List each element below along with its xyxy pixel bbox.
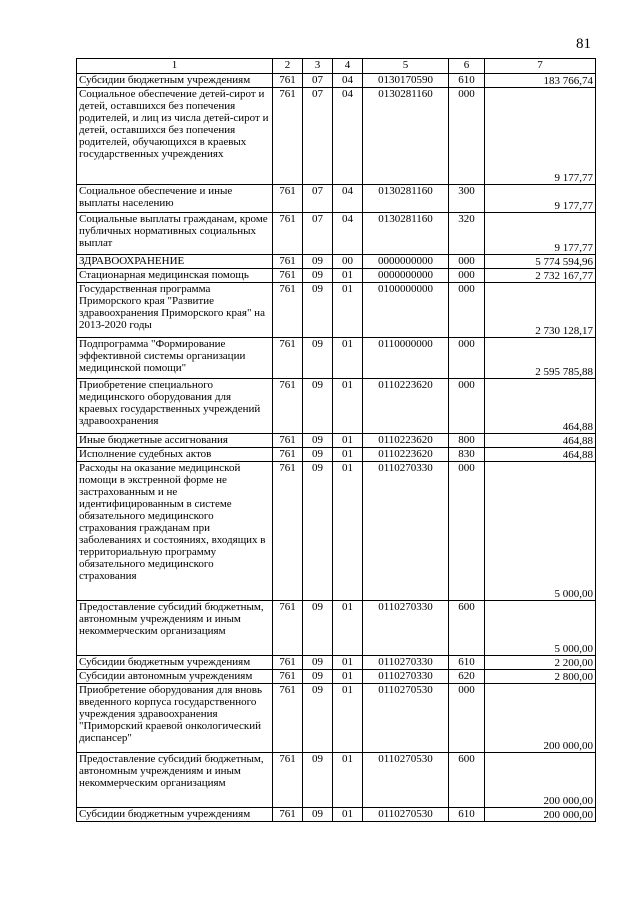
header-cell: 4	[333, 59, 363, 74]
cell-col3: 09	[303, 338, 333, 379]
cell-col4: 01	[333, 379, 363, 434]
table-row	[77, 379, 596, 434]
cell-col4: 01	[333, 684, 363, 753]
cell-col2: 761	[273, 283, 303, 338]
cell-name: Субсидии автономным учреждениям	[77, 670, 273, 684]
cell-col4: 04	[333, 74, 363, 88]
cell-col2: 761	[273, 448, 303, 462]
cell-col4: 04	[333, 185, 363, 213]
table-row	[77, 601, 596, 656]
budget-table	[76, 58, 596, 822]
cell-col4: 01	[333, 601, 363, 656]
cell-col3: 07	[303, 74, 333, 88]
table-row	[77, 753, 596, 808]
cell-col6: 000	[449, 379, 485, 434]
cell-col2: 761	[273, 74, 303, 88]
cell-col4: 01	[333, 434, 363, 448]
cell-amount: 200 000,00	[485, 684, 596, 753]
table-row	[77, 338, 596, 379]
cell-name: Стационарная медицинская помощь	[77, 269, 273, 283]
cell-col6: 000	[449, 338, 485, 379]
cell-col6: 000	[449, 283, 485, 338]
cell-col3: 07	[303, 213, 333, 255]
cell-name: Социальные выплаты гражданам, кроме публичных нормативных социальных выплат	[77, 213, 273, 255]
cell-col6: 600	[449, 601, 485, 656]
cell-name: Приобретение оборудования для вновь введенного корпуса государственного учреждения здравоохранения "Приморский краевой онкологический диспансер"	[77, 684, 273, 753]
table-row	[77, 213, 596, 255]
table-row	[77, 684, 596, 753]
cell-col6: 000	[449, 255, 485, 269]
cell-col3: 09	[303, 269, 333, 283]
cell-col6: 300	[449, 185, 485, 213]
cell-name: Предоставление субсидий бюджетным, автономным учреждениям и иным некоммерческим организациям	[77, 601, 273, 656]
cell-col2: 761	[273, 379, 303, 434]
cell-col5: 0110270330	[363, 462, 449, 601]
cell-col5: 0130170590	[363, 74, 449, 88]
cell-col4: 01	[333, 448, 363, 462]
cell-col3: 09	[303, 448, 333, 462]
cell-amount: 2 730 128,17	[485, 283, 596, 338]
cell-col5: 0100000000	[363, 283, 449, 338]
cell-col4: 00	[333, 255, 363, 269]
cell-col4: 01	[333, 283, 363, 338]
cell-col4: 01	[333, 269, 363, 283]
cell-col6: 830	[449, 448, 485, 462]
cell-col5: 0130281160	[363, 185, 449, 213]
cell-amount: 464,88	[485, 379, 596, 434]
cell-col5: 0110270330	[363, 656, 449, 670]
cell-amount: 9 177,77	[485, 185, 596, 213]
cell-col2: 761	[273, 88, 303, 185]
cell-col4: 04	[333, 88, 363, 185]
cell-col3: 09	[303, 656, 333, 670]
cell-col6: 000	[449, 269, 485, 283]
cell-col5: 0130281160	[363, 213, 449, 255]
cell-name: Иные бюджетные ассигнования	[77, 434, 273, 448]
cell-col6: 800	[449, 434, 485, 448]
cell-col5: 0110270330	[363, 601, 449, 656]
cell-col2: 761	[273, 462, 303, 601]
cell-col5: 0000000000	[363, 255, 449, 269]
table-row	[77, 255, 596, 269]
cell-col3: 09	[303, 283, 333, 338]
cell-col6: 610	[449, 74, 485, 88]
cell-amount: 9 177,77	[485, 213, 596, 255]
header-cell: 3	[303, 59, 333, 74]
cell-col2: 761	[273, 185, 303, 213]
header-cell: 6	[449, 59, 485, 74]
cell-col3: 09	[303, 255, 333, 269]
cell-col6: 000	[449, 88, 485, 185]
cell-col3: 07	[303, 88, 333, 185]
table-row	[77, 462, 596, 601]
cell-name: Расходы на оказание медицинской помощи в экстренной форме не застрахованным и не идентифицированным в системе обязательного медицинского страхования гражданам при заболеваниях и состояниях, входящих в территориальную программу обязательного медицинского страхования	[77, 462, 273, 601]
table-row	[77, 434, 596, 448]
cell-col5: 0000000000	[363, 269, 449, 283]
cell-col3: 09	[303, 753, 333, 808]
header-row	[77, 59, 596, 74]
cell-amount: 200 000,00	[485, 808, 596, 822]
cell-col2: 761	[273, 338, 303, 379]
cell-col2: 761	[273, 434, 303, 448]
table-row	[77, 185, 596, 213]
cell-col3: 09	[303, 462, 333, 601]
cell-col6: 000	[449, 462, 485, 601]
cell-col2: 761	[273, 213, 303, 255]
cell-amount: 464,88	[485, 434, 596, 448]
cell-name: Социальное обеспечение детей-сирот и детей, оставшихся без попечения родителей, и лиц из числа детей-сирот и детей, оставшихся без попечения родителей, обучающихся в краевых государственных учреждениях	[77, 88, 273, 185]
cell-col4: 01	[333, 670, 363, 684]
cell-col6: 620	[449, 670, 485, 684]
cell-name: Государственная программа Приморского края "Развитие здравоохранения Приморского края" на 2013-2020 годы	[77, 283, 273, 338]
cell-col2: 761	[273, 269, 303, 283]
cell-col4: 01	[333, 808, 363, 822]
cell-col5: 0110270530	[363, 753, 449, 808]
cell-amount: 464,88	[485, 448, 596, 462]
cell-col2: 761	[273, 255, 303, 269]
header-cell: 7	[485, 59, 596, 74]
cell-col6: 000	[449, 684, 485, 753]
header-cell: 5	[363, 59, 449, 74]
cell-amount: 200 000,00	[485, 753, 596, 808]
cell-col5: 0110270530	[363, 684, 449, 753]
cell-col2: 761	[273, 684, 303, 753]
table-row	[77, 74, 596, 88]
cell-col5: 0110000000	[363, 338, 449, 379]
cell-name: Социальное обеспечение и иные выплаты населению	[77, 185, 273, 213]
cell-col4: 01	[333, 656, 363, 670]
table-row	[77, 808, 596, 822]
cell-name: Приобретение специального медицинского оборудования для краевых государственных учреждений здравоохранения	[77, 379, 273, 434]
cell-col6: 610	[449, 656, 485, 670]
cell-col3: 09	[303, 601, 333, 656]
header-cell: 2	[273, 59, 303, 74]
cell-amount: 183 766,74	[485, 74, 596, 88]
cell-name: Предоставление субсидий бюджетным, автономным учреждениям и иным некоммерческим организациям	[77, 753, 273, 808]
cell-col3: 07	[303, 185, 333, 213]
cell-amount: 9 177,77	[485, 88, 596, 185]
table-row	[77, 656, 596, 670]
cell-col5: 0110270530	[363, 808, 449, 822]
cell-col4: 04	[333, 213, 363, 255]
cell-name: Субсидии бюджетным учреждениям	[77, 808, 273, 822]
cell-col3: 09	[303, 670, 333, 684]
cell-name: ЗДРАВООХРАНЕНИЕ	[77, 255, 273, 269]
cell-amount: 2 200,00	[485, 656, 596, 670]
cell-amount: 2 732 167,77	[485, 269, 596, 283]
cell-name: Подпрограмма "Формирование эффективной системы организации медицинской помощи"	[77, 338, 273, 379]
cell-amount: 5 000,00	[485, 462, 596, 601]
cell-amount: 5 774 594,96	[485, 255, 596, 269]
cell-col5: 0110223620	[363, 434, 449, 448]
cell-col2: 761	[273, 601, 303, 656]
cell-col2: 761	[273, 753, 303, 808]
cell-col5: 0130281160	[363, 88, 449, 185]
cell-amount: 2 595 785,88	[485, 338, 596, 379]
table-row	[77, 88, 596, 185]
cell-name: Субсидии бюджетным учреждениям	[77, 656, 273, 670]
cell-col4: 01	[333, 338, 363, 379]
page-number: 81	[576, 36, 591, 52]
cell-col6: 600	[449, 753, 485, 808]
table-row	[77, 670, 596, 684]
cell-col5: 0110270330	[363, 670, 449, 684]
cell-col6: 610	[449, 808, 485, 822]
cell-amount: 5 000,00	[485, 601, 596, 656]
table-row	[77, 283, 596, 338]
cell-col6: 320	[449, 213, 485, 255]
cell-col3: 09	[303, 434, 333, 448]
cell-col4: 01	[333, 753, 363, 808]
cell-col4: 01	[333, 462, 363, 601]
cell-name: Исполнение судебных актов	[77, 448, 273, 462]
cell-col2: 761	[273, 670, 303, 684]
table-row	[77, 448, 596, 462]
cell-col3: 09	[303, 684, 333, 753]
cell-name: Субсидии бюджетным учреждениям	[77, 74, 273, 88]
cell-col3: 09	[303, 379, 333, 434]
table-row	[77, 269, 596, 283]
cell-amount: 2 800,00	[485, 670, 596, 684]
cell-col5: 0110223620	[363, 379, 449, 434]
header-cell: 1	[77, 59, 273, 74]
cell-col5: 0110223620	[363, 448, 449, 462]
cell-col3: 09	[303, 808, 333, 822]
cell-col2: 761	[273, 808, 303, 822]
cell-col2: 761	[273, 656, 303, 670]
